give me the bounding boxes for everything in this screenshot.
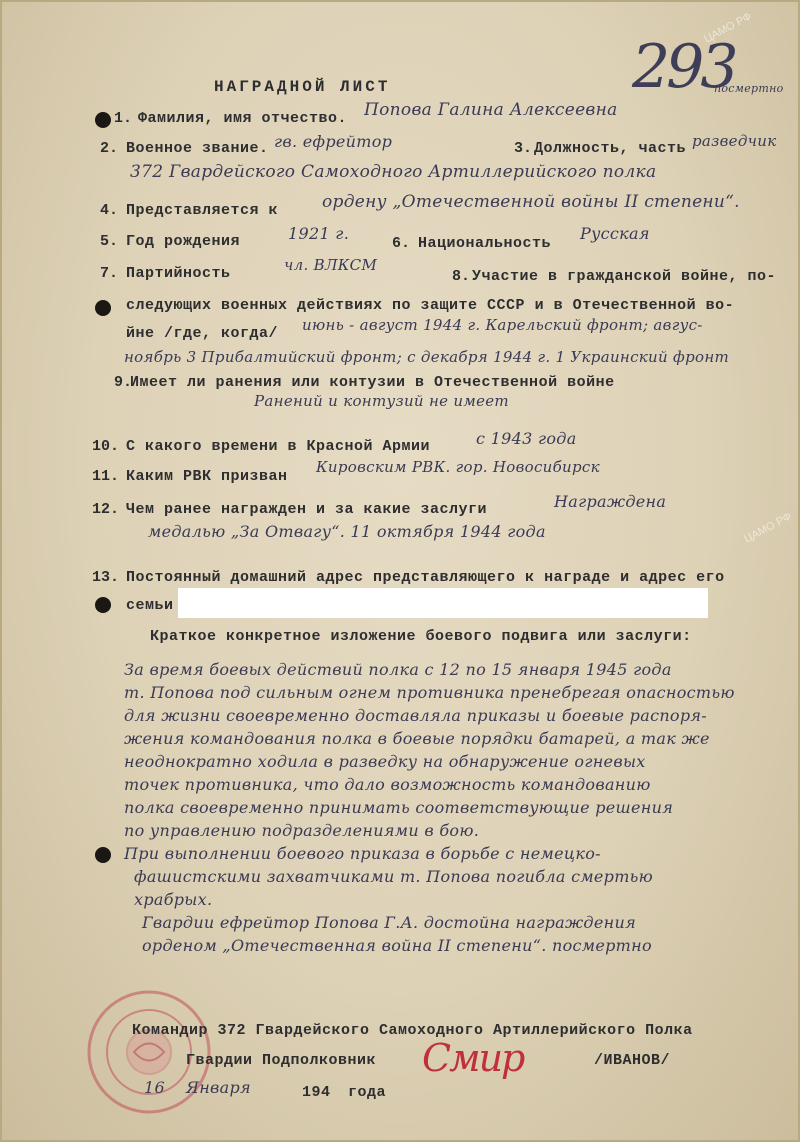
punch-hole-4 xyxy=(95,847,111,863)
summary-line: точек противника, что дало возможность командованию xyxy=(124,775,651,794)
posthumous-mark: посмертно xyxy=(714,82,784,95)
commander-name: /ИВАНОВ/ xyxy=(594,1052,671,1069)
field-9-value: Ранений и контузий не имеет xyxy=(254,392,509,410)
field-10-label: С какого времени в Красной Армии xyxy=(126,438,431,455)
field-8-value-line1: июнь - август 1944 г. Карельский фронт; авгус- xyxy=(302,316,703,334)
date-suffix: года xyxy=(348,1084,387,1101)
field-11-number: 11. xyxy=(92,468,120,485)
summary-line: неоднократно ходила в разведку на обнаружение огневых xyxy=(124,752,646,771)
field-3-value: разведчик xyxy=(692,132,777,150)
field-9-number: 9. xyxy=(114,374,133,391)
field-1-label: Фамилия, имя отчество. xyxy=(138,110,348,127)
field-1-number: 1. xyxy=(114,110,133,127)
field-12-value-line1: Награждена xyxy=(554,492,667,511)
field-5-value: 1921 г. xyxy=(288,224,350,243)
date-day: 16 xyxy=(144,1078,165,1097)
sheet-number: 293 xyxy=(632,32,735,102)
field-6-number: 6. xyxy=(392,235,411,252)
summary-line: При выполнении боевого приказа в борьбе с немецко- xyxy=(124,844,601,863)
summary-heading: Краткое конкретное изложение боевого подвига или заслуги: xyxy=(150,628,692,645)
field-8-value-line2: ноябрь 3 Прибалтийский фронт; с декабря 1944 г. 1 Украинский фронт xyxy=(124,348,730,366)
field-2-value: гв. ефрейтор xyxy=(274,132,393,151)
summary-line: Гвардии ефрейтор Попова Г.А. достойна награждения xyxy=(142,913,636,932)
field-5-number: 5. xyxy=(100,233,119,250)
field-8-label-line3: йне /где, когда/ xyxy=(126,325,279,342)
punch-hole-1 xyxy=(95,112,111,128)
commander-rank: Гвардии Подполковник xyxy=(186,1052,377,1069)
field-12-label: Чем ранее награжден и за какие заслуги xyxy=(126,501,488,518)
date-year-prefix: 194 xyxy=(302,1084,331,1101)
field-7-value: чл. ВЛКСМ xyxy=(284,256,378,274)
field-7-number: 7. xyxy=(100,265,119,282)
field-13-label-line1: Постоянный домашний адрес представляющего к награде и адрес его xyxy=(126,569,725,586)
field-12-number: 12. xyxy=(92,501,120,518)
summary-line: жения командования полка в боевые порядки батарей, а так же xyxy=(124,729,710,748)
commander-signature: Смир xyxy=(422,1036,524,1080)
commander-title-line1: Командир 372 Гвардейского Самоходного Артиллерийского Полка xyxy=(132,1022,693,1039)
summary-line: храбрых. xyxy=(134,890,213,909)
summary-line: для жизни своевременно доставляла приказы и боевые распоря- xyxy=(124,706,708,725)
field-9-label: Имеет ли ранения или контузии в Отечественной войне xyxy=(130,374,615,391)
field-10-value: с 1943 года xyxy=(476,429,577,448)
field-10-number: 10. xyxy=(92,438,120,455)
field-4-number: 4. xyxy=(100,202,119,219)
redacted-address xyxy=(178,588,708,618)
date-month: Января xyxy=(186,1078,251,1097)
summary-line: орденом „Отечественная война II степени“. посмертно xyxy=(142,936,652,955)
field-13-label-line2: семьи xyxy=(126,597,174,614)
field-3-number: 3. xyxy=(514,140,533,157)
field-2-number: 2. xyxy=(100,140,119,157)
field-8-label-line2: следующих военных действиях по защите СССР и в Отечественной во- xyxy=(126,297,735,314)
field-5-label: Год рождения xyxy=(126,233,241,250)
field-13-number: 13. xyxy=(92,569,120,586)
field-1-value: Попова Галина Алексеевна xyxy=(364,100,618,120)
archive-watermark: ЦАМО РФ xyxy=(742,510,794,546)
field-3-unit: 372 Гвардейского Самоходного Артиллерийского полка xyxy=(130,162,657,182)
summary-line: За время боевых действий полка с 12 по 15 января 1945 года xyxy=(124,660,672,679)
field-3-label: Должность, часть xyxy=(534,140,687,157)
field-8-label-line1: Участие в гражданской войне, по- xyxy=(472,268,777,285)
document-title: НАГРАДНОЙ ЛИСТ xyxy=(214,78,391,96)
field-4-value: ордену „Отечественной войны II степени“. xyxy=(322,192,740,212)
field-11-label: Каким РВК призван xyxy=(126,468,288,485)
field-4-label: Представляется к xyxy=(126,202,279,219)
field-2-label: Военное звание. xyxy=(126,140,269,157)
summary-line: полка своевременно принимать соответствующие решения xyxy=(124,798,674,817)
summary-line: по управлению подразделениями в бою. xyxy=(124,821,480,840)
punch-hole-2 xyxy=(95,300,111,316)
summary-line: фашистскими захватчиками т. Попова погибла смертью xyxy=(134,867,654,886)
field-12-value-line2: медалью „За Отвагу“. 11 октября 1944 года xyxy=(148,522,546,541)
punch-hole-3 xyxy=(95,597,111,613)
field-7-label: Партийность xyxy=(126,265,231,282)
field-6-label: Национальность xyxy=(418,235,552,252)
field-8-number: 8. xyxy=(452,268,471,285)
field-11-value: Кировским РВК. гор. Новосибирск xyxy=(316,458,600,476)
field-6-value: Русская xyxy=(580,224,650,243)
summary-line: т. Попова под сильным огнем противника пренебрегая опасностью xyxy=(124,683,735,702)
archive-watermark: ЦАМО РФ xyxy=(702,10,754,46)
